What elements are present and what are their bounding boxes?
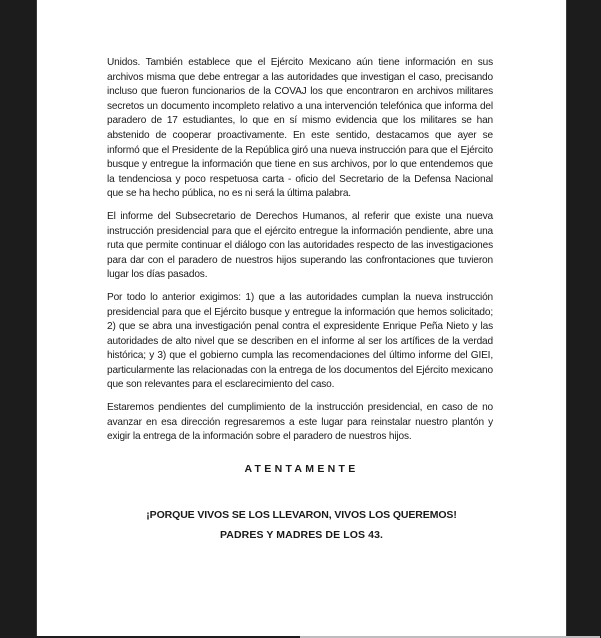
document-page <box>36 0 567 636</box>
paragraph-1: Unidos. También establece que el Ejército Mexicano aún tiene información en sus archivos misma que debe entregar a las autoridades que investigan el caso, precisando incluso que fueron funcionarios de la COVAJ los que encontraron en archivos militares secretos un documento incompleto relativo a una intervención telefónica que informa del paradero de 17 estudiantes, lo que en sí mismo evidencia que los militares se han abstenido de cooperar proactivamente. En este sentido, destacamos que ayer se informó que el Presidente de la República giró una nueva instrucción para que el Ejército busque y entregue la información que tiene en sus archivos, por lo que entendemos que la tendenciosa y poco respetuosa carta - oficio del Secretario de la Defensa Nacional que se ha hecho pública, no es ni será la última palabra. <box>107 57 493 200</box>
paragraph-3: Por todo lo anterior exigimos: 1) que a las autoridades cumplan la nueva instrucción presidencial para que el Ejército busque y entregue la información que hemos solicitado; 2) que se abra una investigación penal contra el expresidente Enrique Peña Nieto y las autoridades de alto nivel que se describen en el informe al ser los artífices de la verdad histórica; y 3) que el gobierno cumpla las recomendaciones del último informe del GIEI, particularmente las relacionadas con la entrega de los documentos del Ejército mexicano que son relevantes para el esclarecimiento del caso. <box>107 291 493 391</box>
paragraph-4: Estaremos pendientes del cumplimiento de la instrucción presidencial, en caso de no avanzar en esa dirección regresaremos a este lugar para reinstalar nuestro plantón y exigir la entrega de la información sobre el paradero de nuestros hijos. <box>107 402 493 443</box>
signature: PADRES Y MADRES DE LOS 43. <box>219 529 384 541</box>
slogan: ¡PORQUE VIVOS SE LOS LLEVARON, VIVOS LOS QUEREMOS! <box>146 509 457 521</box>
paragraph-2: El informe del Subsecretario de Derechos Humanos, al referir que existe una nueva instrucción presidencial para que el ejército entregue la información pendiente, abre una ruta que permite continuar el diálogo con las autoridades respecto de las investigaciones para dar con el paradero de nuestros hijos superando las confrontaciones que tuvieron lugar los días pasados. <box>107 210 493 281</box>
document-body <box>107 56 493 453</box>
closing-atentamente: ATENTAMENTE <box>244 463 359 475</box>
